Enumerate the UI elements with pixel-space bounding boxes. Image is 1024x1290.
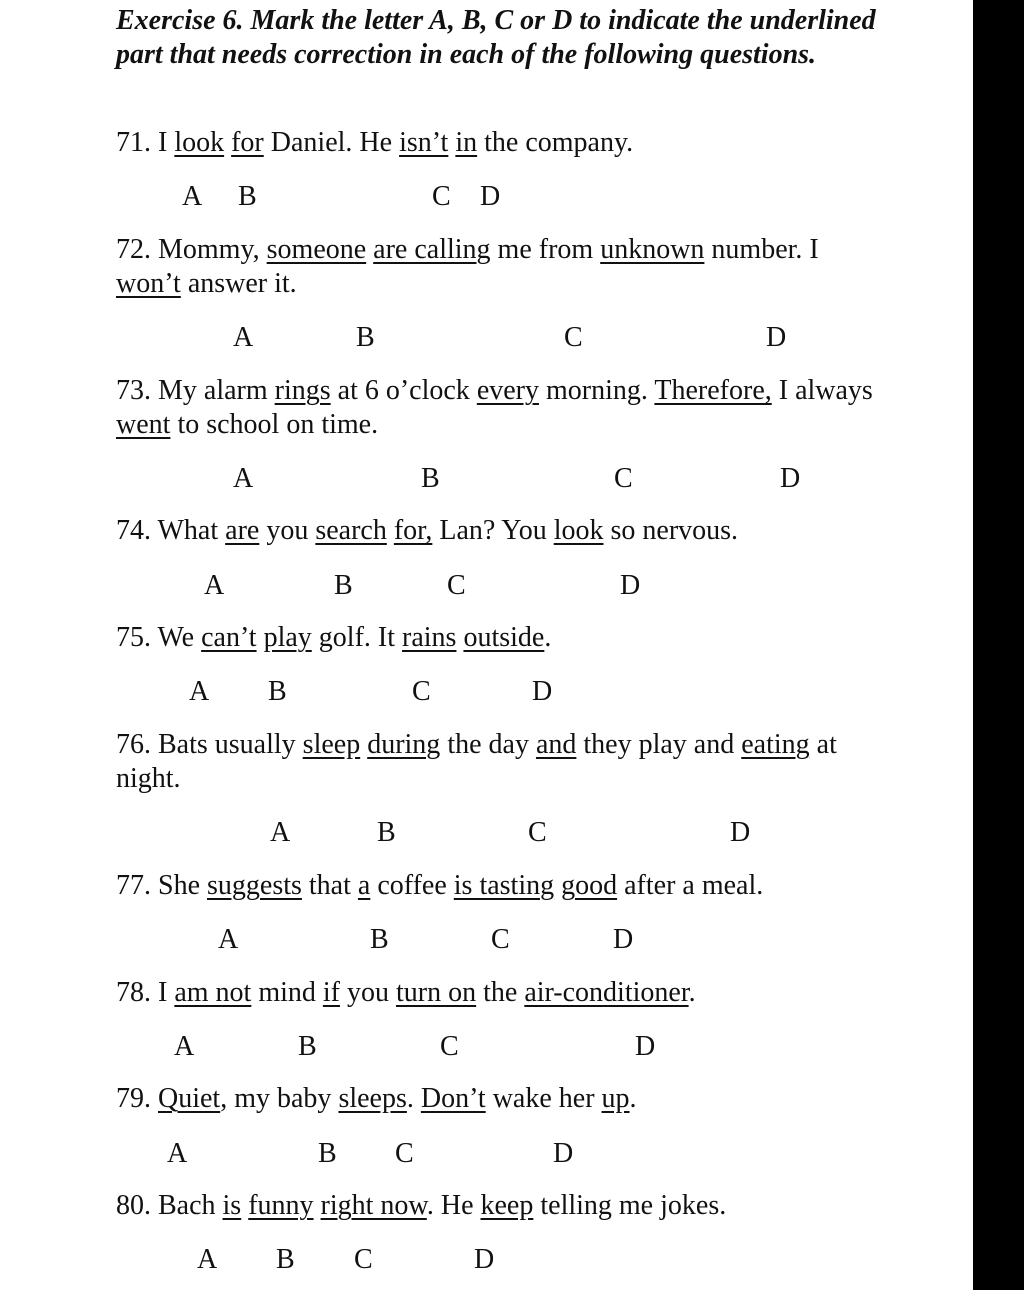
letter-a: A (233, 463, 254, 494)
option-b: are calling (373, 234, 491, 265)
option-c: turn on (396, 977, 477, 1008)
letter-c: C (528, 817, 547, 848)
question-number: 73. (116, 375, 151, 406)
letter-d: D (766, 322, 787, 353)
option-a: is (222, 1190, 242, 1221)
letter-c: C (440, 1031, 459, 1062)
letter-b: B (238, 181, 257, 212)
option-a: someone (266, 234, 367, 265)
letter-d: D (635, 1031, 656, 1062)
letter-b: B (334, 570, 353, 601)
letter-a: A (218, 924, 239, 955)
option-d: up (601, 1083, 630, 1114)
letter-c: C (564, 322, 583, 353)
letter-a: A (204, 570, 225, 601)
option-c: unknown (600, 234, 705, 265)
question-number: 80. (116, 1190, 151, 1221)
option-b: every (476, 375, 539, 406)
option-b: for (231, 127, 264, 158)
question-75: 75. We can’t play golf. It rains outside. (116, 622, 552, 653)
letter-d: D (553, 1138, 574, 1169)
option-a: rings (274, 375, 331, 406)
question-80: 80. Bach is funny right now. He keep telling me jokes. (116, 1190, 727, 1221)
letter-c: C (614, 463, 633, 494)
letter-a: A (270, 817, 291, 848)
option-c: Don’t (420, 1083, 486, 1114)
option-d: keep (480, 1190, 534, 1221)
option-b: sleeps (338, 1083, 407, 1114)
question-number: 76. (116, 729, 151, 760)
question-74: 74. What are you search for, Lan? You look so nervous. (116, 515, 739, 546)
letter-a: A (167, 1138, 188, 1169)
option-b: funny (248, 1190, 314, 1221)
option-d: eating (741, 729, 810, 760)
question-77: 77. She suggests that a coffee is tasting good after a meal. (116, 870, 764, 901)
letter-d: D (480, 181, 501, 212)
answer-letters-80 (116, 1243, 876, 1277)
option-b: play (263, 622, 312, 653)
question-79: 79. Quiet, my baby sleeps. Don’t wake her up. (116, 1083, 637, 1114)
letter-d: D (613, 924, 634, 955)
option-d: outside (463, 622, 545, 653)
question-number: 77. (116, 870, 151, 901)
question-number: 74. (116, 515, 151, 546)
option-c: for, (393, 515, 433, 546)
letter-b: B (370, 924, 389, 955)
letter-a: A (233, 322, 254, 353)
option-a: are (225, 515, 260, 546)
option-d: good (561, 870, 618, 901)
answer-letters-77 (116, 923, 876, 957)
answer-letters-71 (116, 180, 876, 214)
option-b: if (322, 977, 340, 1008)
question-number: 79. (116, 1083, 151, 1114)
option-b: a (357, 870, 371, 901)
letter-a: A (197, 1244, 218, 1275)
option-a: suggests (207, 870, 302, 901)
letter-c: C (354, 1244, 373, 1275)
option-d: in (455, 127, 478, 158)
letter-d: D (780, 463, 801, 494)
right-edge-bar (973, 0, 1024, 1290)
option-a: Quiet (158, 1083, 221, 1114)
answer-letters-79 (116, 1137, 876, 1171)
letter-d: D (474, 1244, 495, 1275)
letter-b: B (421, 463, 440, 494)
option-b: search (315, 515, 387, 546)
option-c: is tasting (453, 870, 555, 901)
letter-d: D (620, 570, 641, 601)
option-c: right now (320, 1190, 427, 1221)
letter-d: D (730, 817, 751, 848)
answer-letters-74 (116, 569, 876, 603)
question-number: 72. (116, 234, 151, 265)
answer-letters-73 (116, 462, 876, 496)
option-d: air-conditioner (524, 977, 689, 1008)
option-c: and (535, 729, 577, 760)
exercise-title: Exercise 6. Mark the letter A, B, C or D to indicate the underlined part that needs correction in each of the following questions. (116, 5, 876, 70)
letter-a: A (182, 181, 203, 212)
question-73: 73. My alarm rings at 6 o’clock every morning. Therefore, I always went to school on time. (116, 375, 873, 440)
option-a: sleep (302, 729, 361, 760)
option-a: look (174, 127, 225, 158)
answer-letters-76 (116, 816, 876, 850)
letter-b: B (276, 1244, 295, 1275)
letter-b: B (268, 676, 287, 707)
letter-b: B (356, 322, 375, 353)
answer-letters-75 (116, 675, 876, 709)
option-a: can’t (201, 622, 257, 653)
question-72: 72. Mommy, someone are calling me from unknown number. I won’t answer it. (116, 234, 819, 299)
letter-c: C (412, 676, 431, 707)
question-76: 76. Bats usually sleep during the day and they play and eating at night. (116, 729, 837, 794)
option-c: isn’t (399, 127, 449, 158)
option-b: during (367, 729, 441, 760)
answer-letters-78 (116, 1030, 876, 1064)
question-71: 71. I look for Daniel. He isn’t in the company. (116, 127, 634, 158)
option-c: Therefore, (654, 375, 772, 406)
letter-b: B (298, 1031, 317, 1062)
letter-a: A (189, 676, 210, 707)
question-number: 71. (116, 127, 151, 158)
letter-c: C (491, 924, 510, 955)
option-d: look (553, 515, 604, 546)
question-78: 78. I am not mind if you turn on the air-conditioner. (116, 977, 696, 1008)
letter-a: A (174, 1031, 195, 1062)
question-number: 78. (116, 977, 151, 1008)
letter-b: B (377, 817, 396, 848)
letter-b: B (318, 1138, 337, 1169)
question-number: 75. (116, 622, 151, 653)
option-a: am not (174, 977, 252, 1008)
option-c: rains (402, 622, 457, 653)
option-d: won’t (116, 268, 181, 299)
letter-c: C (447, 570, 466, 601)
answer-letters-72 (116, 321, 876, 355)
letter-c: C (432, 181, 451, 212)
letter-d: D (532, 676, 553, 707)
letter-c: C (395, 1138, 414, 1169)
option-d: went (116, 409, 171, 440)
